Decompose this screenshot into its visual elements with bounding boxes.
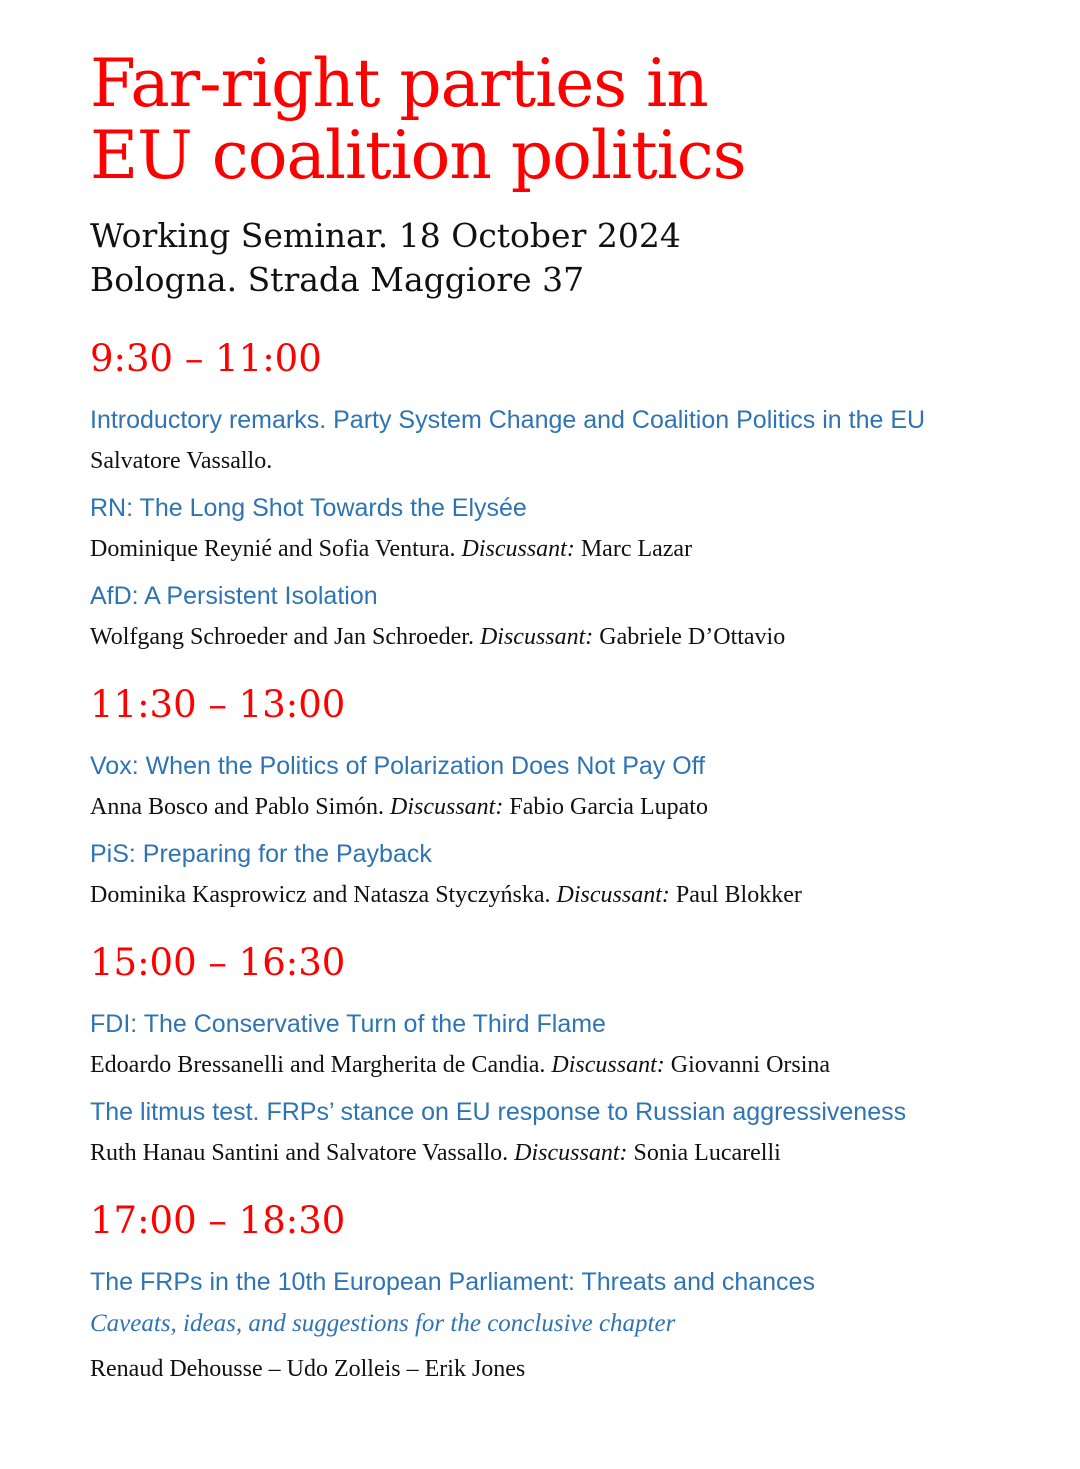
- talk-title: AfD: A Persistent Isolation: [90, 582, 378, 610]
- seminar-program: [90, 45, 1050, 1384]
- discussant-label: Discussant:: [479, 624, 594, 650]
- talk-title: RN: The Long Shot Towards the Elysée: [90, 494, 527, 522]
- talk-speakers: [90, 1138, 1050, 1168]
- discussant: Sonia Lucarelli: [633, 1140, 781, 1166]
- talk-title: PiS: Preparing for the Payback: [90, 840, 432, 868]
- final-speakers: Renaud Dehousse – Udo Zolleis – Erik Jones: [90, 1356, 526, 1382]
- speakers: Anna Bosco and Pablo Simón.: [90, 794, 384, 820]
- talk-title: Vox: When the Politics of Polarization Does Not Pay Off: [90, 752, 706, 780]
- discussant: Marc Lazar: [580, 536, 693, 562]
- speakers: Dominique Reynié and Sofia Ventura.: [90, 536, 456, 562]
- title-line-1: Far-right parties in: [90, 45, 708, 122]
- speakers: Dominika Kasprowicz and Natasza Styczyńska.: [90, 882, 551, 908]
- session-time: 15:00 – 16:30: [90, 941, 346, 984]
- speakers: Edoardo Bressanelli and Margherita de Candia.: [90, 1052, 546, 1078]
- talk-speakers: [90, 792, 1050, 822]
- talk-speakers: [90, 446, 1050, 476]
- session-time: 11:30 – 13:00: [90, 683, 346, 726]
- title-line-2: EU coalition politics: [90, 117, 746, 194]
- event-location: Bologna. Strada Maggiore 37: [90, 260, 585, 299]
- talk-speakers: [90, 534, 1050, 564]
- session-time: 9:30 – 11:00: [90, 337, 322, 380]
- final-talk-title: The FRPs in the 10th European Parliament: Threats and chances: [90, 1268, 815, 1296]
- discussant: Gabriele D’Ottavio: [599, 624, 786, 650]
- talk-title: Introductory remarks. Party System Change and Coalition Politics in the EU: [90, 406, 926, 434]
- discussant: Fabio Garcia Lupato: [509, 794, 708, 820]
- final-talk-subtitle: Caveats, ideas, and suggestions for the conclusive chapter: [90, 1310, 676, 1337]
- event-info: [90, 214, 1050, 302]
- talk-title: FDI: The Conservative Turn of the Third Flame: [90, 1010, 606, 1038]
- speakers: Salvatore Vassallo.: [90, 448, 273, 474]
- talk-title: The litmus test. FRPs’ stance on EU response to Russian aggressiveness: [90, 1098, 907, 1126]
- speakers: Wolfgang Schroeder and Jan Schroeder.: [90, 624, 474, 650]
- discussant-label: Discussant:: [390, 794, 504, 820]
- talk-speakers: [90, 880, 1050, 910]
- discussant: Paul Blokker: [675, 882, 802, 908]
- talk-speakers: [90, 622, 1050, 652]
- event-date: Working Seminar. 18 October 2024: [90, 216, 681, 255]
- talk-speakers: [90, 1050, 1050, 1080]
- page-title: [90, 45, 1050, 194]
- discussant-label: Discussant:: [551, 1052, 665, 1078]
- discussant: Giovanni Orsina: [670, 1052, 831, 1078]
- discussant-label: Discussant:: [556, 882, 670, 908]
- discussant-label: Discussant:: [461, 536, 575, 562]
- discussant-label: Discussant:: [514, 1140, 628, 1166]
- speakers: Ruth Hanau Santini and Salvatore Vassallo.: [90, 1140, 509, 1166]
- session-time: 17:00 – 18:30: [90, 1199, 346, 1242]
